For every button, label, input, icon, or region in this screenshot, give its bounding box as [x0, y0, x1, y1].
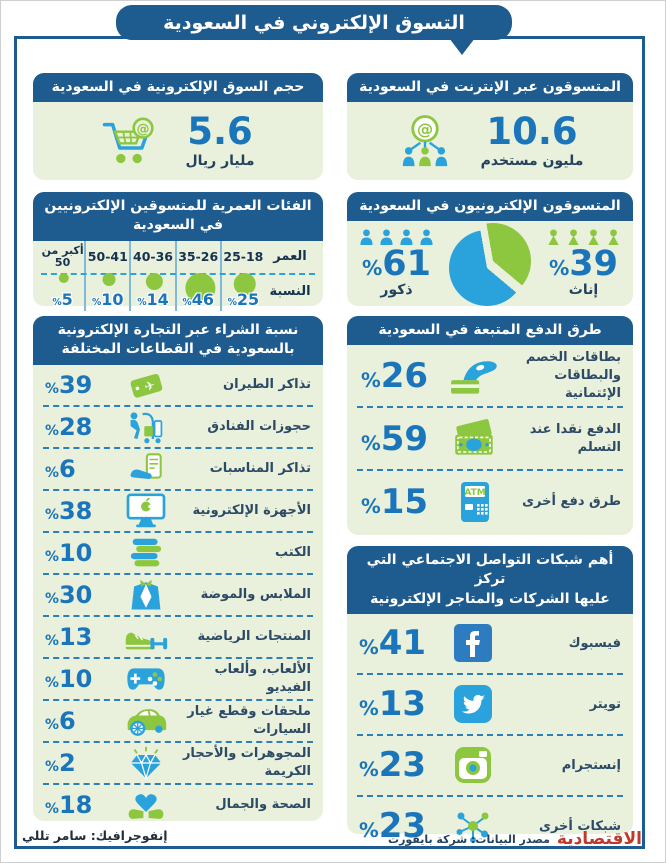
svg-text:@: @ — [137, 122, 150, 138]
females-group — [546, 229, 621, 298]
age-pct-cell — [86, 273, 129, 311]
sector-value: %6 — [45, 706, 76, 735]
age-column-41-50 — [84, 241, 129, 311]
sector-value: %10 — [45, 664, 93, 693]
social-value: %23 — [359, 745, 427, 786]
svg-text:✈: ✈ — [142, 376, 157, 395]
card-age-groups — [33, 192, 323, 309]
social-label: شبكات أخرى — [539, 818, 621, 834]
age-table-label-column — [265, 241, 315, 311]
payment-value: %59 — [361, 418, 429, 459]
females-label: إناث — [568, 282, 599, 299]
age-pct-cell — [222, 273, 265, 311]
payment-label: بطاقات الخصم والبطاقات الإئتمانية — [525, 350, 621, 401]
age-pct-value: %25 — [227, 289, 260, 309]
sector-value: %30 — [45, 580, 93, 609]
svg-text:ATM: ATM — [464, 487, 486, 498]
green-dot — [58, 273, 68, 283]
payment-row-cards — [347, 345, 633, 406]
social-header-line1: أهم شبكات التواصل الاجتماعي التي تركز — [366, 552, 614, 588]
sectors-header — [33, 316, 323, 365]
online-shoppers-value: 10.6 — [486, 110, 578, 154]
green-dot — [102, 273, 115, 286]
gender-body — [347, 221, 633, 306]
card-sectors — [33, 316, 323, 821]
online-shoppers-header: المتسوقون عبر الإنترنت في السعودية — [347, 73, 633, 102]
age-column-18-25 — [220, 241, 265, 311]
sectors-header-line1: نسبة الشراء عبر التجارة الإلكترونية — [57, 322, 299, 338]
age-groups-table — [33, 241, 323, 311]
age-pct-cell — [131, 273, 174, 311]
pct-row-label: النسبة — [269, 284, 311, 300]
age-column-26-35 — [175, 241, 220, 311]
online-shoppers-value-block — [480, 110, 584, 170]
footer-source-line — [388, 829, 642, 849]
market-size-unit: مليار ريال — [185, 153, 255, 170]
cash-icon — [447, 418, 503, 460]
age-row-label: العمر — [273, 249, 307, 265]
social-header — [347, 546, 633, 614]
cart-at-icon — [101, 114, 157, 168]
age-groups-header — [33, 192, 323, 241]
age-pct-value: %10 — [92, 289, 124, 309]
brand-logo: الاقتصادية — [556, 829, 642, 849]
atm-icon — [447, 479, 503, 525]
sector-row-jewelry — [33, 743, 323, 783]
car-icon — [117, 705, 175, 737]
payment-label: طرق دفع أخرى — [522, 494, 621, 510]
sector-value: %39 — [45, 370, 93, 399]
card-market-size — [33, 73, 323, 180]
sector-row-health-beauty — [33, 785, 323, 825]
sector-row-fashion — [33, 575, 323, 615]
sports-icon — [117, 621, 175, 653]
pie-females-slice — [455, 223, 531, 299]
title-tail-pointer — [449, 38, 475, 55]
sector-value: %6 — [45, 454, 76, 483]
sector-value: %13 — [45, 622, 93, 651]
sector-value: %38 — [45, 496, 93, 525]
sector-label: المجوهرات والأحجار الكريمة — [182, 746, 311, 779]
hotel-cart-icon — [117, 409, 175, 445]
social-header-line2: عليها الشركات والمتاجر الإلكترونية — [370, 590, 610, 607]
females-value: %39 — [548, 244, 619, 285]
suit-icon — [117, 578, 175, 612]
health-icon — [117, 788, 175, 822]
card-hand-icon — [447, 355, 503, 397]
social-row-facebook — [347, 614, 633, 673]
social-value: %23 — [359, 806, 427, 847]
sector-row-sports — [33, 617, 323, 657]
sector-row-games — [33, 659, 323, 699]
payment-value: %26 — [361, 355, 429, 396]
sector-label: الأجهزة الإلكترونية — [192, 502, 311, 518]
gender-pie-chart — [452, 226, 528, 302]
sector-row-events — [33, 449, 323, 489]
age-range: 50-41 — [87, 249, 128, 265]
at-users-icon — [397, 113, 453, 169]
online-shoppers-unit: مليون مستخدم — [480, 153, 584, 170]
online-shoppers-body — [347, 102, 633, 180]
card-online-shoppers — [347, 73, 633, 180]
age-pct-cell — [177, 273, 220, 311]
sector-label: الكتب — [275, 544, 311, 560]
sector-value: %10 — [45, 538, 93, 567]
sector-label: الصحة والجمال — [215, 796, 311, 812]
payment-value: %15 — [361, 481, 429, 522]
age-range: 25-18 — [223, 249, 264, 265]
age-pct-value: %14 — [137, 289, 169, 309]
age-groups-header-line1: الفئات العمرية للمتسوقين الإلكترونيين — [44, 198, 312, 214]
svg-text:@: @ — [416, 119, 433, 139]
gender-header: المتسوقون الإلكترونيون في السعودية — [347, 192, 633, 221]
sector-row-electronics — [33, 491, 323, 531]
age-column-36-40 — [129, 241, 174, 311]
age-range: 35-26 — [178, 249, 219, 265]
males-group — [359, 229, 434, 298]
sector-value: %2 — [45, 748, 76, 777]
books-icon — [117, 537, 175, 569]
market-size-value-block — [185, 110, 255, 170]
gamepad-icon — [117, 663, 175, 695]
males-label: ذكور — [380, 282, 413, 299]
age-pct-value: %5 — [52, 289, 73, 309]
diamond-icon — [117, 746, 175, 780]
sector-label: المنتجات الرياضية — [197, 628, 311, 644]
payment-row-other — [347, 471, 633, 532]
green-dot — [146, 273, 163, 290]
age-range: 40-36 — [133, 249, 173, 265]
data-source: مصدر البيانات: شركة بايفورت — [388, 832, 550, 846]
social-label: إنستجرام — [561, 757, 621, 773]
sector-label: حجوزات الفنادق — [207, 418, 311, 434]
sectors-header-line2: بالسعودية في القطاعات المختلفة — [61, 341, 295, 358]
payment-methods-header: طرق الدفع المتبعة في السعودية — [347, 316, 633, 345]
market-size-body — [33, 102, 323, 180]
sector-value: %28 — [45, 412, 93, 441]
male-person-icon — [359, 229, 374, 246]
sector-row-hotels — [33, 407, 323, 447]
sector-row-car-parts — [33, 701, 323, 741]
age-pct-value: %46 — [182, 289, 214, 309]
sector-value: %18 — [45, 790, 93, 819]
page-title: التسوق الإلكتروني في السعودية — [116, 5, 512, 40]
card-payment-methods — [347, 316, 633, 535]
social-row-instagram — [347, 736, 633, 795]
infographic-credit: إنفوجرافيك: سامر تللي — [22, 828, 168, 843]
instagram-icon — [445, 746, 501, 784]
monitor-icon — [117, 493, 175, 529]
age-range: أكبر من 50 — [41, 244, 84, 269]
social-value: %13 — [359, 684, 427, 725]
males-value: %61 — [361, 244, 432, 285]
social-label: تويتر — [589, 696, 621, 712]
event-ticket-icon — [117, 452, 175, 486]
market-size-header: حجم السوق الإلكترونية في السعودية — [33, 73, 323, 102]
sector-row-books — [33, 533, 323, 573]
female-person-icon — [546, 229, 561, 246]
social-row-twitter — [347, 675, 633, 734]
card-gender-split — [347, 192, 633, 306]
sector-label: تذاكر الطيران — [223, 376, 311, 392]
sector-label: ملحقات وقطع غيار السيارات — [187, 704, 311, 737]
sector-label: تذاكر المناسبات — [209, 460, 311, 476]
social-label: فيسبوك — [568, 635, 621, 651]
flight-ticket-icon — [117, 368, 175, 402]
twitter-icon — [445, 685, 501, 723]
facebook-icon — [445, 624, 501, 662]
sector-label: الألعاب، وألعاب الفيديو — [214, 662, 311, 695]
market-size-value: 5.6 — [187, 110, 253, 154]
sector-row-flights — [33, 365, 323, 405]
age-groups-header-line2: في السعودية — [132, 217, 224, 234]
payment-label: الدفع نقدا عند التسلم — [529, 422, 621, 455]
sector-label: الملابس والموضة — [200, 586, 311, 602]
age-column-over-50 — [41, 241, 84, 311]
payment-row-cash — [347, 408, 633, 469]
social-value: %41 — [359, 623, 427, 664]
age-pct-cell — [41, 273, 84, 311]
